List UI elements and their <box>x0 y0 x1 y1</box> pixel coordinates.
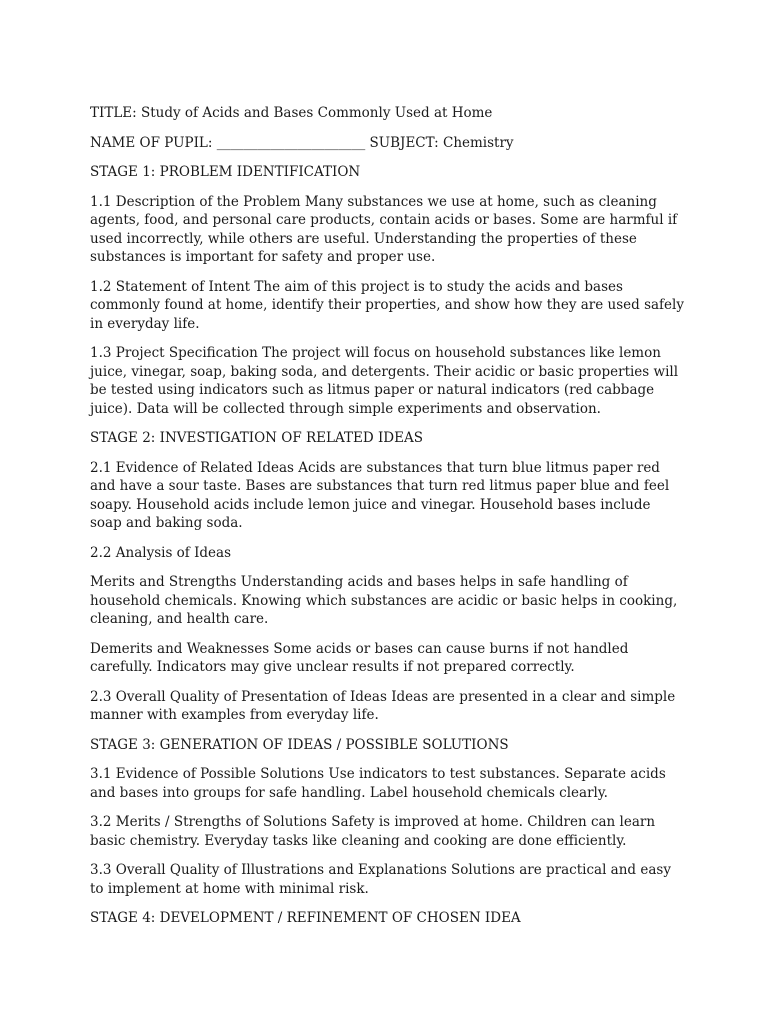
demerits-paragraph: Demerits and Weaknesses Some acids or bases can cause burns if not handled carefully. Indicators may give unclear results if not prepared correctly. <box>90 640 629 675</box>
section-3-2-paragraph: 3.2 Merits / Strengths of Solutions Safety is improved at home. Children can learn basic chemistry. Everyday tasks like cleaning and cooking are done efficiently. <box>90 814 656 849</box>
section-1-2-paragraph: 1.2 Statement of Intent The aim of this project is to study the acids and bases commonly found at home, identify their properties, and show how they are used safely in everyday life. <box>90 278 684 332</box>
section-2-2-heading: 2.2 Analysis of Ideas <box>90 544 232 561</box>
section-2-1-paragraph: 2.1 Evidence of Related Ideas Acids are substances that turn blue litmus paper red and have a sour taste. Bases are substances that turn red litmus paper blue and feel soapy. Household acids include lemon juice and vinegar. Household bases include soap and baking soda. <box>90 459 670 531</box>
section-2-3-paragraph: 2.3 Overall Quality of Presentation of Ideas Ideas are presented in a clear and simple manner with examples from everyday life. <box>90 688 676 723</box>
merits-paragraph: Merits and Strengths Understanding acids and bases helps in safe handling of household chemicals. Knowing which substances are acidic or basic helps in cooking, cleaning, and health care. <box>90 574 678 627</box>
pupil-subject-line: NAME OF PUPIL: ______________________ SUBJECT: Chemistry <box>90 134 514 151</box>
stage-1-heading: STAGE 1: PROBLEM IDENTIFICATION <box>90 164 361 180</box>
section-1-1-paragraph: 1.1 Description of the Problem Many substances we use at home, such as cleaning agents, food, and personal care products, contain acids or bases. Some are harmful if used incorrectly, while others are useful. Understanding the properties of these substances is important for safety and proper use. <box>90 193 678 265</box>
stage-2-heading: STAGE 2: INVESTIGATION OF RELATED IDEAS <box>90 430 423 446</box>
stage-3-heading: STAGE 3: GENERATION OF IDEAS / POSSIBLE SOLUTIONS <box>90 736 509 753</box>
section-3-3-paragraph: 3.3 Overall Quality of Illustrations and Explanations Solutions are practical and easy to implement at home with minimal risk. <box>90 862 671 897</box>
document-body <box>90 104 686 939</box>
section-1-3-paragraph: 1.3 Project Specification The project will focus on household substances like lemon juice, vinegar, soap, baking soda, and detergents. Their acidic or basic properties will be tested using indicators such as litmus paper or natural indicators (red cabbage juice). Data will be collected through simple experiments and observation. <box>90 345 679 417</box>
document-title: TITLE: Study of Acids and Bases Commonly Used at Home <box>90 105 493 121</box>
section-3-1-paragraph: 3.1 Evidence of Possible Solutions Use indicators to test substances. Separate acids and bases into groups for safe handling. Label household chemicals clearly. <box>90 766 666 801</box>
stage-4-heading: STAGE 4: DEVELOPMENT / REFINEMENT OF CHOSEN IDEA <box>90 910 521 926</box>
